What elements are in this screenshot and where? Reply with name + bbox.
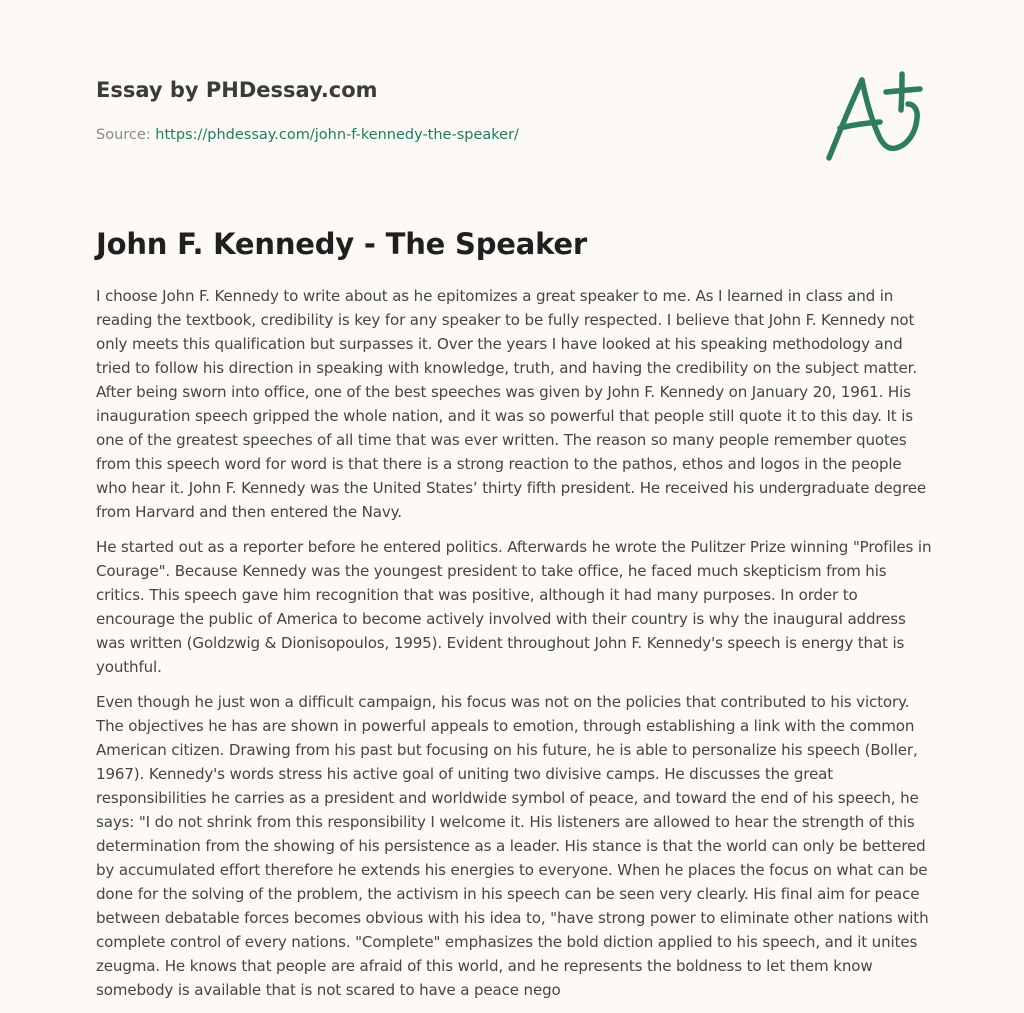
site-brand: Essay by PHDessay.com <box>96 78 378 102</box>
essay-body <box>96 284 932 1013</box>
document-header <box>96 74 796 145</box>
essay-title: John F. Kennedy - The Speaker <box>96 227 587 261</box>
source-label: Source: <box>96 127 151 143</box>
a-plus-grade-icon <box>822 70 928 166</box>
essay-paragraph: I choose John F. Kennedy to write about as he epitomizes a great speaker to me. As I learned in class and in reading the textbook, credibility is key for any speaker to be fully respected. I believe that John F. Kennedy not only meets this qualification but surpasses it. Over the years I have looked at his speaking methodology and tried to follow his direction in speaking with knowledge, truth, and having the credibility on the subject matter. After being sworn into office, one of the best speeches was given by John F. Kennedy on January 20, 1961. His inauguration speech gripped the whole nation, and it was so powerful that people still quote it to this day. It is one of the greatest speeches of all time that was ever written. The reason so many people remember quotes from this speech word for word is that there is a strong reaction to the pathos, ethos and logos in the people who hear it. John F. Kennedy was the United States’ thirty fifth president. He received his undergraduate degree from Harvard and then entered the Navy. <box>96 287 926 521</box>
source-link[interactable]: https://phdessay.com/john-f-kennedy-the-speaker/ <box>155 127 519 143</box>
essay-paragraph: Even though he just won a difficult campaign, his focus was not on the policies that contributed to his victory. The objectives he has are shown in powerful appeals to emotion, through establishing a link with the common American citizen. Drawing from his past but focusing on his future, he is able to personalize his speech (Boller, 1967). Kennedy's words stress his active goal of uniting two divisive camps. He discusses the great responsibilities he carries as a president and worldwide symbol of peace, and toward the end of his speech, he says: "I do not shrink from this responsibility I welcome it. His listeners are allowed to hear the strength of this determination from the showing of his persistence as a leader. His stance is that the world can only be bettered by accumulated effort therefore he extends his energies to everyone. When he places the focus on what can be done for the solving of the problem, the activism in his speech can be seen very clearly. His final aim for peace between debatable forces becomes obvious with his idea to, "have strong power to eliminate other nations with complete control of every nations. "Complete" emphasizes the bold diction applied to his speech, and it unites zeugma. He knows that people are afraid of this world, and he represents the boldness to let them know somebody is available that is not scared to have a peace nego <box>96 693 929 999</box>
source-line <box>96 125 796 145</box>
essay-paragraph: He started out as a reporter before he entered politics. Afterwards he wrote the Pulitzer Prize winning "Profiles in Courage". Because Kennedy was the youngest president to take office, he faced much skepticism from his critics. This speech gave him recognition that was positive, although it had many purposes. In order to encourage the public of America to become actively involved with their country is why the inaugural address was written (Goldzwig & Dionisopoulos, 1995). Evident throughout John F. Kennedy's speech is energy that is youthful. <box>96 538 932 676</box>
